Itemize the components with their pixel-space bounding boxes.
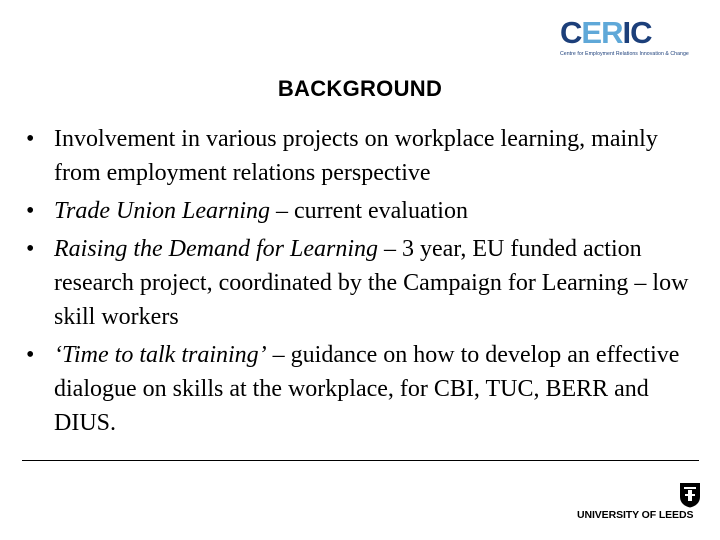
ceric-logo [560, 15, 700, 64]
bullet-item-1 [26, 122, 690, 190]
bullet-marker: • [26, 198, 35, 224]
ceric-wordmark-ic: IC [622, 15, 652, 50]
bullet-text: Involvement in various projects on workplace learning, mainly from employment relations perspective [54, 126, 658, 186]
footer-divider [22, 460, 699, 461]
bullet-marker: • [26, 236, 35, 262]
bullet-item-2 [26, 194, 690, 228]
ceric-tagline: Centre for Employment Relations Innovation & Change [560, 51, 689, 57]
bullet-emphasis: ‘Time to talk training’ [54, 342, 267, 368]
slide-title: BACKGROUND [277, 76, 443, 101]
ceric-wordmark-er: ER [581, 15, 623, 50]
university-logo [577, 482, 701, 522]
bullet-text: – current evaluation [270, 198, 468, 224]
leeds-crest-icon [679, 482, 701, 508]
ceric-wordmark [560, 15, 700, 50]
ceric-wordmark-c: C [560, 15, 582, 50]
bullet-text: – guidance on how to develop an effective dialogue on skills at the workplace, for CBI, TUC, BERR and DIUS. [54, 342, 680, 436]
bullet-emphasis: Trade Union Learning [54, 198, 271, 224]
bullet-item-4 [26, 338, 690, 440]
bullet-item-3 [26, 232, 690, 334]
bullet-marker: • [26, 126, 35, 152]
bullet-marker: • [26, 342, 35, 368]
bullet-emphasis: Raising the Demand for Learning [54, 236, 378, 262]
university-name: UNIVERSITY OF LEEDS [577, 509, 694, 521]
bullet-list [26, 122, 690, 444]
bullet-text: – 3 year, EU funded action research project, coordinated by the Campaign for Learning – low skill workers [54, 236, 689, 330]
